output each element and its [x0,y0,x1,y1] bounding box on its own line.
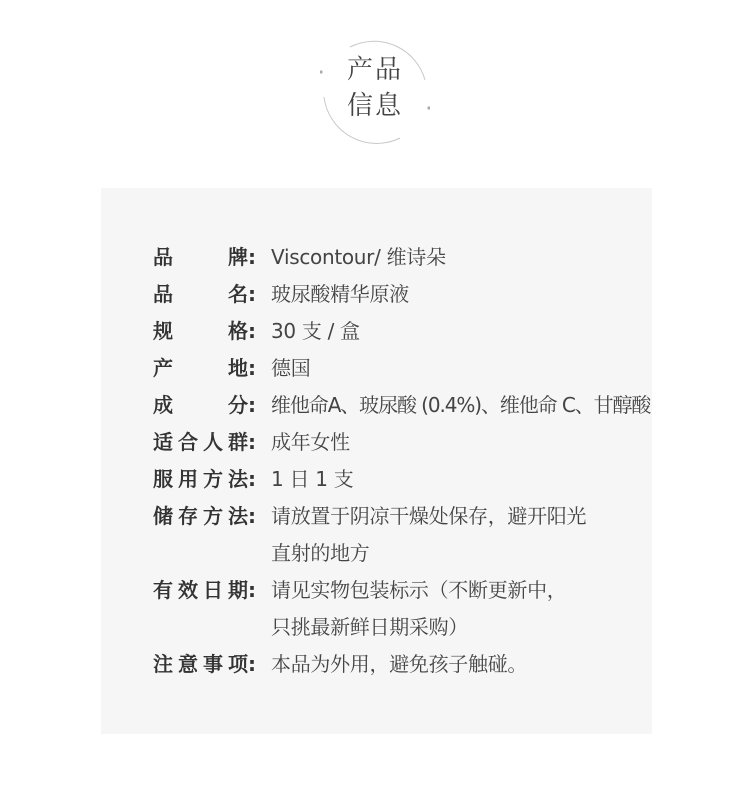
info-row-usage [153,461,652,498]
info-value: 请放置于阴凉干燥处保存，避开阳光 直射的地方 [271,504,587,565]
info-label: 成 分 : [153,393,256,417]
info-row-name [153,276,652,313]
info-row-brand [153,239,652,276]
info-row-ingredients [153,387,652,424]
info-label: 有效日期 : [153,578,256,602]
section-title-line1: 产品 [346,55,403,85]
info-row-origin [153,350,652,387]
info-value: 本品为外用，避免孩子触碰。 [271,652,528,676]
info-row-caution [153,646,652,683]
info-value: 请见实物包装标示（不断更新中， 只挑最新鲜日期采购） [271,578,567,639]
info-label: 规 格 : [153,319,256,343]
info-value: 30 支 / 盒 [271,319,360,343]
product-info-panel [101,188,652,734]
info-label: 品 牌 : [153,245,256,269]
info-label: 注意事项 : [153,652,256,676]
info-row-storage [153,498,652,572]
info-row-spec [153,313,652,350]
info-value: 德国 [271,356,311,380]
section-title-line2: 信息 [346,91,403,121]
info-value: 成年女性 [271,430,350,454]
info-label: 品 名 : [153,282,256,306]
info-label: 储存方法 : [153,504,256,528]
section-title [320,52,430,124]
info-label: 服用方法 : [153,467,256,491]
info-row-audience [153,424,652,461]
product-info-list [153,239,652,683]
info-value: 维他命A、玻尿酸 (0.4%)、维他命 C、甘醇酸 [271,393,651,417]
info-value: Viscontour/ 维诗朵 [271,245,446,269]
info-label: 适合人群 : [153,430,256,454]
info-label: 产 地 : [153,356,256,380]
info-value: 1 日 1 支 [271,467,354,491]
info-value: 玻尿酸精华原液 [271,282,409,306]
info-row-expiry [153,572,652,646]
